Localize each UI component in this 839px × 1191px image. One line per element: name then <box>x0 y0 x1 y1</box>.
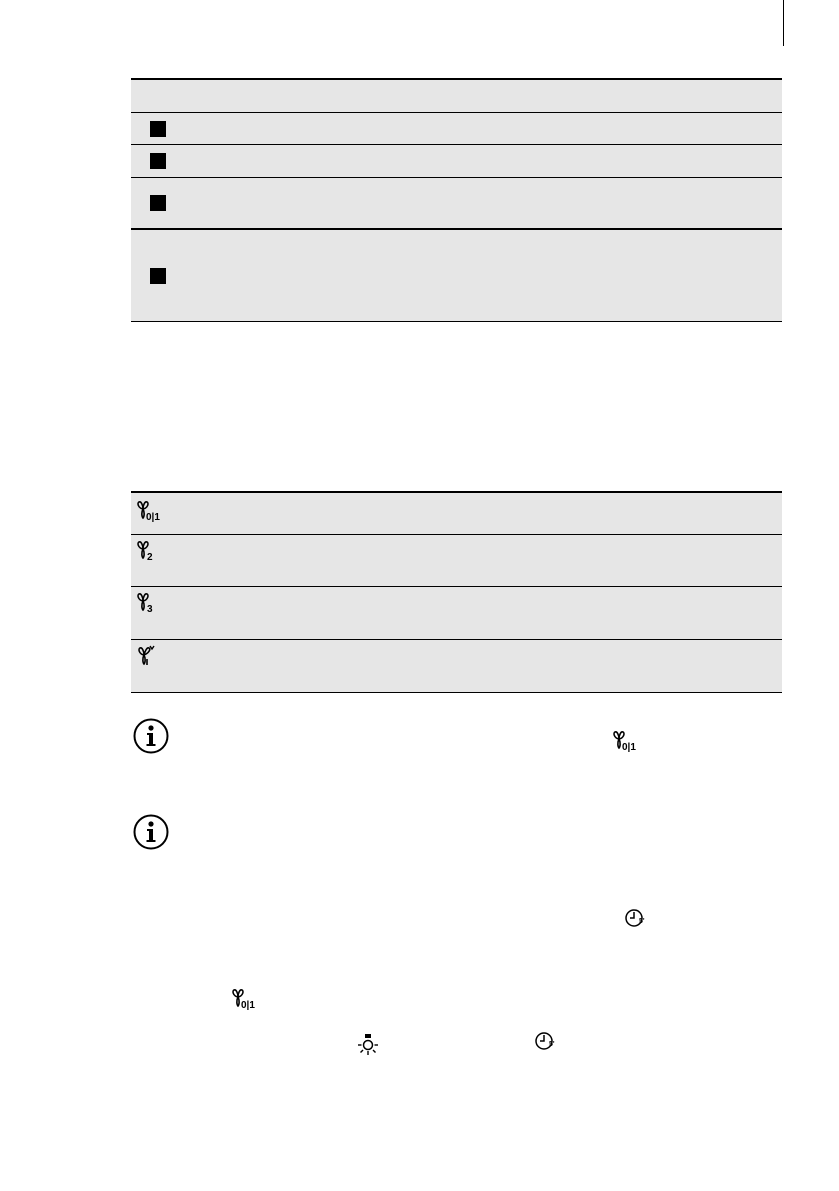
fan-speed-row <box>131 535 782 587</box>
info-icon <box>133 718 169 754</box>
light-icon <box>356 1033 380 1057</box>
black-square-icon <box>150 268 166 284</box>
fan-speed-3-icon <box>136 592 160 614</box>
svg-text:0|1: 0|1 <box>622 742 636 752</box>
svg-text:0|1: 0|1 <box>241 1000 255 1010</box>
timer-icon <box>534 1030 558 1052</box>
fan-speed-0-1-icon <box>136 500 160 522</box>
fan-speed-0-1-icon <box>225 988 261 1010</box>
key-table-row <box>131 113 782 145</box>
key-table <box>131 78 782 322</box>
fan-speed-table <box>131 491 782 693</box>
key-table-row <box>131 145 782 178</box>
key-table-row <box>131 178 782 230</box>
svg-text:5': 5' <box>639 918 645 925</box>
black-square-icon <box>150 195 166 211</box>
crop-mark <box>783 0 784 46</box>
info-icon <box>133 814 169 850</box>
svg-text:3: 3 <box>147 604 153 614</box>
svg-text:5': 5' <box>549 1041 555 1048</box>
fan-speed-0-1-icon <box>606 730 642 752</box>
key-table-header <box>131 80 782 113</box>
svg-text:2: 2 <box>147 552 153 562</box>
fan-speed-row <box>131 493 782 535</box>
fan-speed-row <box>131 640 782 693</box>
fan-speed-2-icon <box>136 540 160 562</box>
black-square-icon <box>150 121 166 137</box>
black-square-icon <box>150 153 166 169</box>
timer-icon <box>624 907 648 929</box>
key-table-row <box>131 230 782 322</box>
fan-boost-icon <box>136 645 160 667</box>
svg-text:0|1: 0|1 <box>146 512 160 522</box>
fan-speed-row <box>131 587 782 640</box>
